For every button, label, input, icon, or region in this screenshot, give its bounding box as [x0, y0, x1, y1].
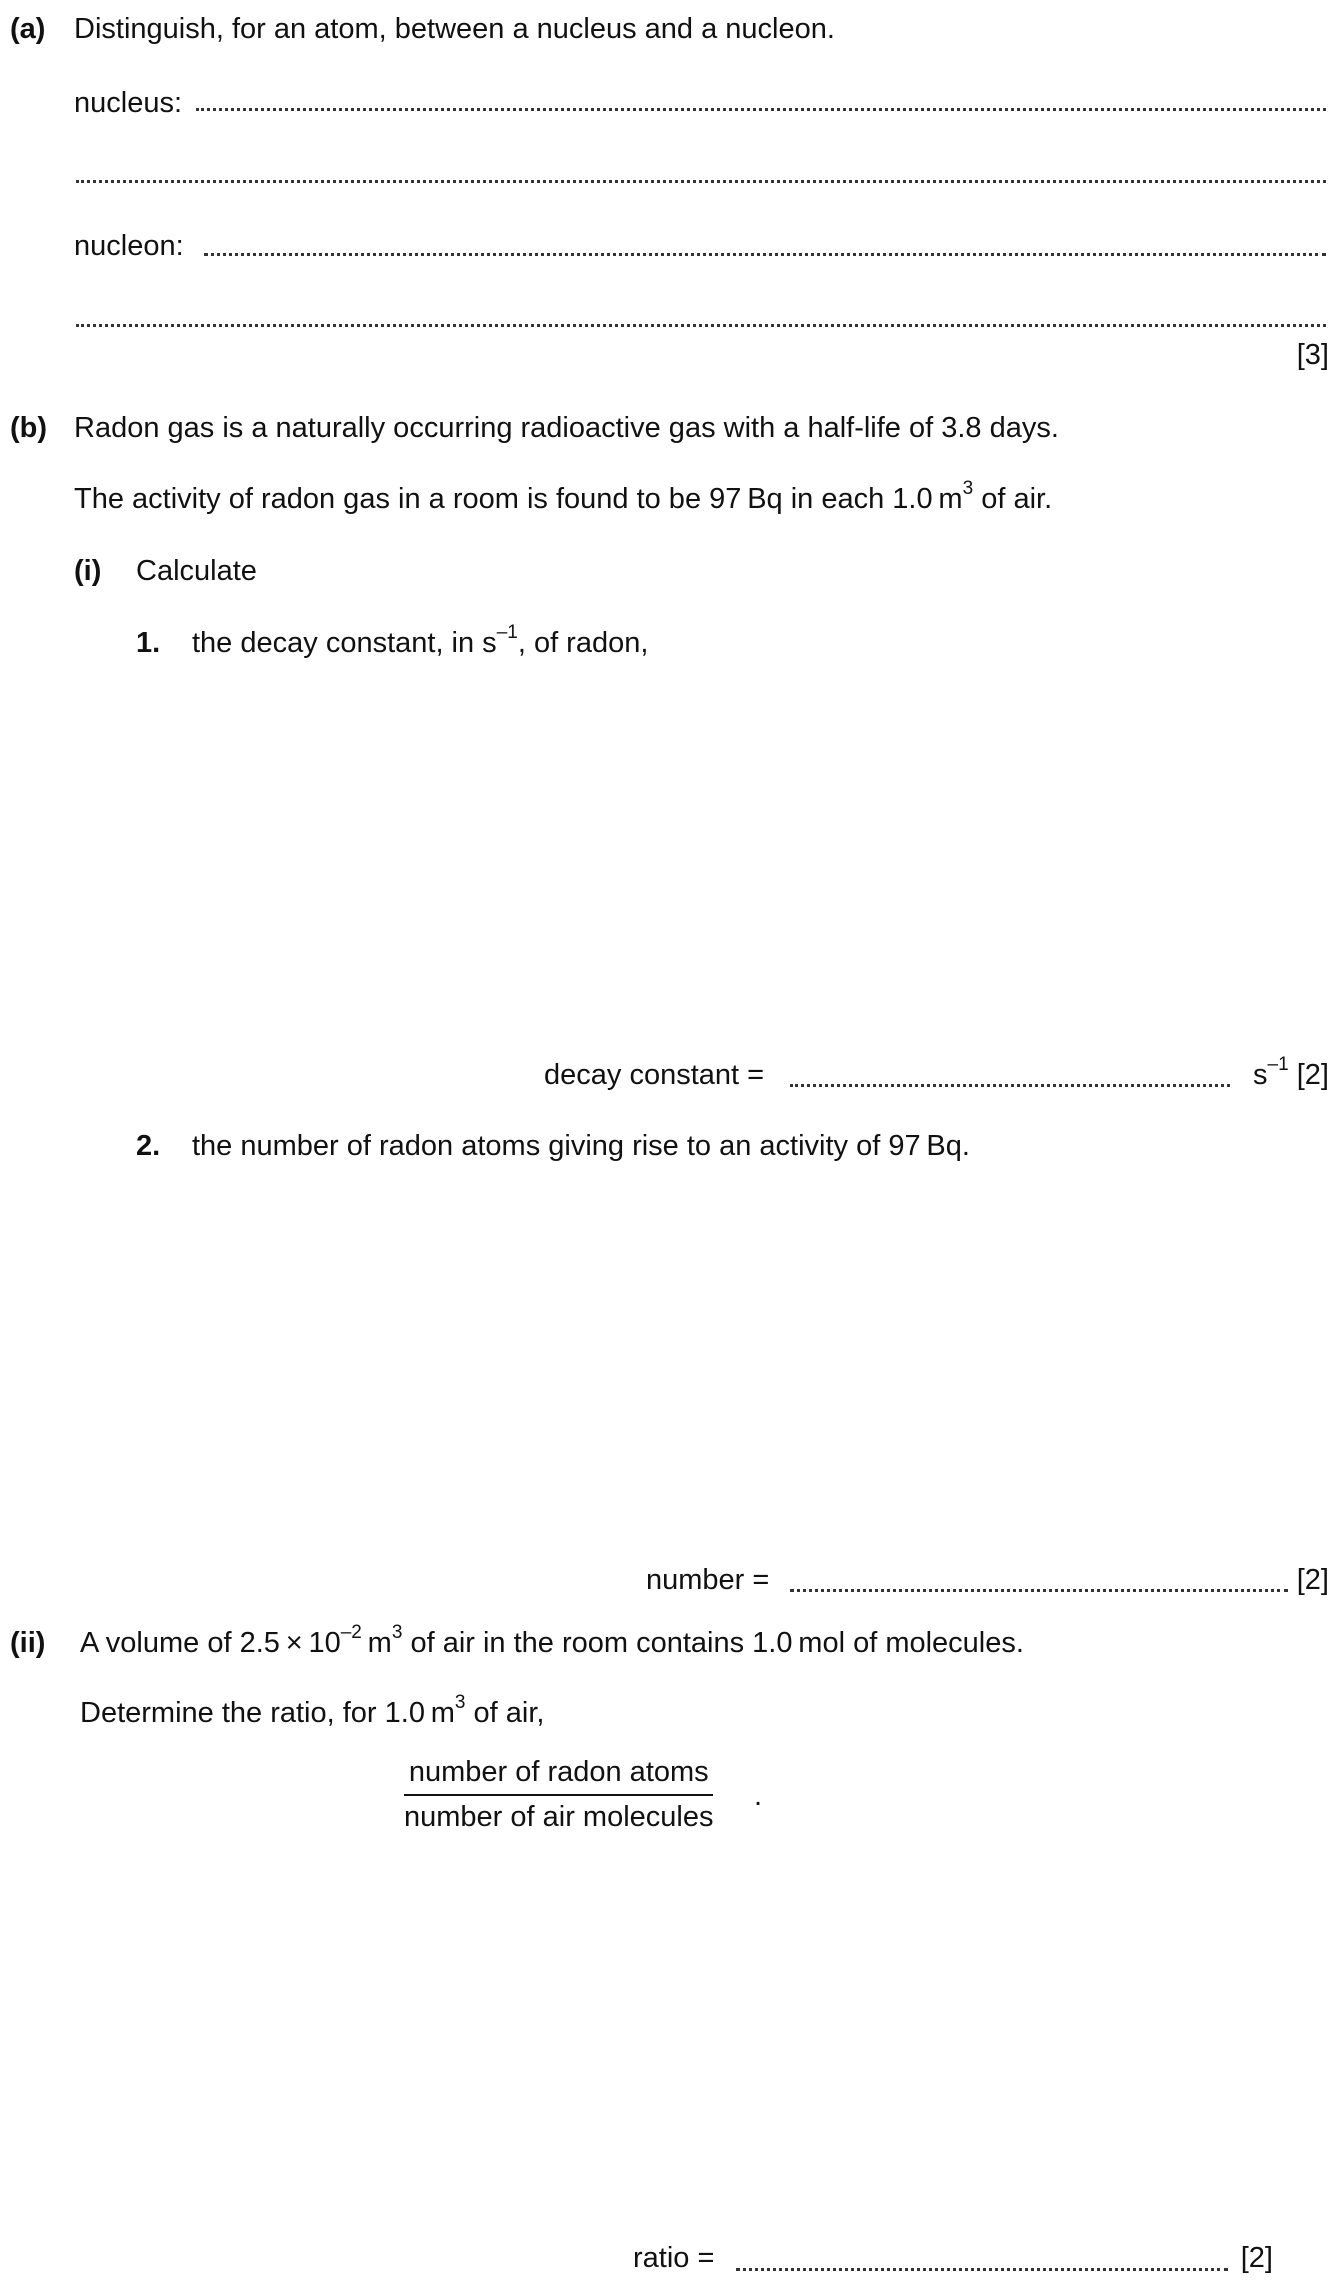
item-1-text	[192, 622, 649, 661]
nucleus-label: nucleus:	[74, 87, 183, 119]
nucleon-label: nucleon:	[74, 230, 184, 262]
sub-ii-marks: [2]	[1240, 2242, 1273, 2274]
ratio-label: ratio =	[633, 2242, 715, 2274]
nucleon-answer-line-2[interactable]	[76, 324, 1326, 327]
determine-sup: 3	[454, 1692, 466, 1714]
decay-constant-unit-sup: –1	[1267, 1054, 1289, 1076]
item-1-text-sup: –1	[496, 622, 518, 644]
determine-text-main: Determine the ratio, for 1.0 m	[80, 1697, 455, 1729]
part-a-marks: [3]	[1296, 339, 1329, 371]
sub-ii-sup-cubed: 3	[391, 1622, 403, 1644]
determine-text-end: of air,	[465, 1697, 545, 1729]
item-2-marks: [2]	[1296, 1564, 1329, 1596]
number-label: number =	[646, 1564, 770, 1596]
sub-ii-text-unit: m	[361, 1627, 392, 1659]
fraction-denominator: number of air molecules	[404, 1800, 714, 1833]
part-a-question: Distinguish, for an atom, between a nucleus and a nucleon.	[74, 13, 835, 45]
sub-i-label: (i)	[74, 555, 102, 587]
item-1-text-end: , of radon,	[517, 627, 649, 659]
sub-ii-label: (ii)	[10, 1627, 46, 1659]
item-2-text: the number of radon atoms giving rise to an activity of 97 Bq.	[192, 1130, 970, 1162]
fraction-numerator: number of radon atoms	[408, 1756, 709, 1788]
nucleon-answer-line-1[interactable]	[204, 253, 1326, 256]
sub-i-text: Calculate	[136, 555, 257, 587]
item-1-number: 1.	[136, 627, 161, 659]
nucleus-answer-line-1[interactable]	[196, 108, 1326, 111]
part-b-label: (b)	[10, 412, 48, 444]
part-b-activity	[74, 478, 1053, 517]
activity-sup: 3	[962, 478, 974, 500]
decay-constant-label: decay constant =	[544, 1059, 765, 1091]
decay-constant-answer-line[interactable]	[790, 1084, 1230, 1087]
part-b-intro: Radon gas is a naturally occurring radioactive gas with a half-life of 3.8 days.	[74, 412, 1059, 444]
fraction-full-stop: .	[754, 1780, 763, 1812]
number-answer-line[interactable]	[790, 1589, 1288, 1592]
item-1-text-main: the decay constant, in s	[192, 627, 497, 659]
activity-text: The activity of radon gas in a room is found to be 97 Bq in each 1.0 m	[74, 483, 963, 515]
decay-constant-unit-and-marks	[1253, 1054, 1329, 1093]
fraction-bar	[404, 1794, 713, 1796]
nucleus-answer-line-2[interactable]	[76, 180, 1326, 183]
sub-ii-text	[80, 1622, 1024, 1661]
item-1-marks: [2]	[1296, 1059, 1329, 1091]
sub-ii-text-end: of air in the room contains 1.0 mol of molecules.	[402, 1627, 1024, 1659]
decay-constant-unit: s	[1253, 1059, 1268, 1091]
ratio-fraction	[404, 1755, 713, 1835]
determine-text	[80, 1692, 545, 1731]
ratio-answer-line[interactable]	[736, 2268, 1228, 2271]
sub-ii-text-main: A volume of 2.5 × 10	[80, 1627, 341, 1659]
part-a-label: (a)	[10, 13, 46, 45]
activity-text-end: of air.	[973, 483, 1053, 515]
sub-ii-sup-exponent: –2	[340, 1622, 362, 1644]
item-2-number: 2.	[136, 1130, 161, 1162]
